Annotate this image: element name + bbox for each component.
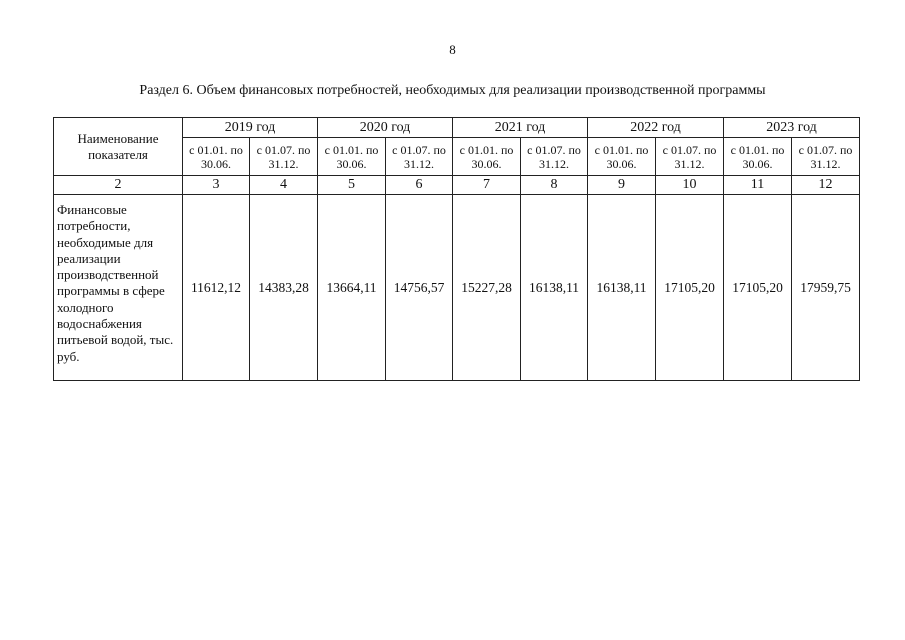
header-period: с 01.01. по 30.06. xyxy=(183,138,250,176)
header-year-2023: 2023 год xyxy=(724,118,860,138)
table-cell-value: 11612,12 xyxy=(183,195,250,381)
header-period: с 01.01. по 30.06. xyxy=(318,138,386,176)
column-number: 2 xyxy=(54,176,183,195)
header-period: с 01.07. по 31.12. xyxy=(250,138,318,176)
table-cell-value: 17105,20 xyxy=(656,195,724,381)
header-year-2022: 2022 год xyxy=(588,118,724,138)
column-number: 5 xyxy=(318,176,386,195)
column-number: 4 xyxy=(250,176,318,195)
column-number: 3 xyxy=(183,176,250,195)
column-number: 10 xyxy=(656,176,724,195)
indicator-name: Финансовые потребности, необходимые для реализации производственной программы в сфере холодного водоснабжения питьевой водой, тыс. руб. xyxy=(54,195,183,381)
table-row xyxy=(54,195,860,381)
section-title: Раздел 6. Объем финансовых потребностей, необходимых для реализации производственной программы xyxy=(139,83,766,98)
column-number: 7 xyxy=(453,176,521,195)
header-period: с 01.01. по 30.06. xyxy=(588,138,656,176)
table-cell-value: 14383,28 xyxy=(250,195,318,381)
header-indicator-name: Наименование показателя xyxy=(54,118,183,176)
header-year-2019: 2019 год xyxy=(183,118,318,138)
table-cell-value: 17105,20 xyxy=(724,195,792,381)
table-cell-value: 16138,11 xyxy=(588,195,656,381)
header-year-2021: 2021 год xyxy=(453,118,588,138)
table-cell-value: 16138,11 xyxy=(521,195,588,381)
table-cell-value: 15227,28 xyxy=(453,195,521,381)
column-number: 8 xyxy=(521,176,588,195)
column-number: 11 xyxy=(724,176,792,195)
header-period: с 01.01. по 30.06. xyxy=(724,138,792,176)
header-period: с 01.07. по 31.12. xyxy=(656,138,724,176)
header-period: с 01.01. по 30.06. xyxy=(453,138,521,176)
table-cell-value: 17959,75 xyxy=(792,195,860,381)
page-number: 8 xyxy=(449,42,456,57)
header-period: с 01.07. по 31.12. xyxy=(386,138,453,176)
table-cell-value: 14756,57 xyxy=(386,195,453,381)
column-number: 6 xyxy=(386,176,453,195)
financial-needs-table xyxy=(53,117,860,381)
column-number-row xyxy=(54,176,860,195)
header-period: с 01.07. по 31.12. xyxy=(521,138,588,176)
header-year-2020: 2020 год xyxy=(318,118,453,138)
header-period: с 01.07. по 31.12. xyxy=(792,138,860,176)
column-number: 9 xyxy=(588,176,656,195)
column-number: 12 xyxy=(792,176,860,195)
table-cell-value: 13664,11 xyxy=(318,195,386,381)
